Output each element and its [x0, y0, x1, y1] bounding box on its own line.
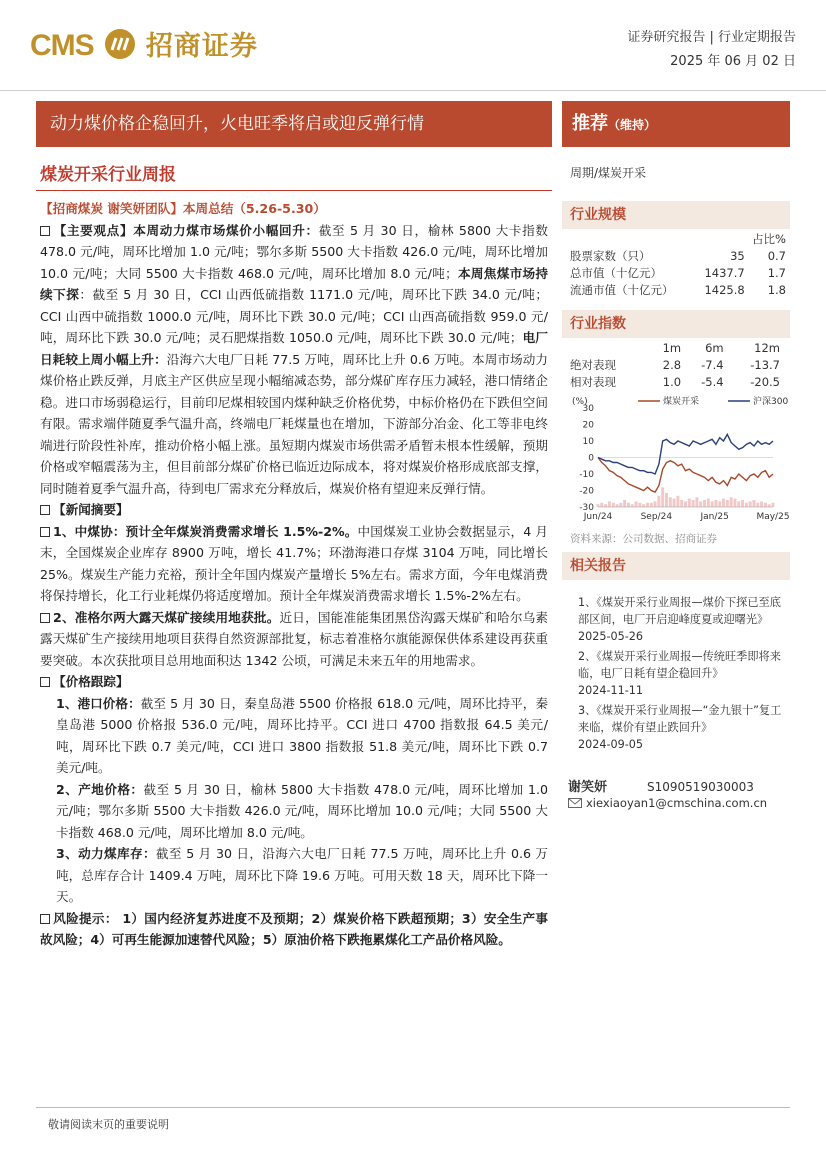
- chart-area-bar: [650, 503, 653, 507]
- chart-ytick-label: -20: [579, 486, 594, 497]
- news-head-text: 【新闻摘要】: [53, 502, 129, 517]
- scale-table: [570, 230, 786, 298]
- analyst-id: S1090519030003: [647, 780, 754, 794]
- chart-area-bar: [699, 501, 702, 507]
- chart-area-bar: [608, 501, 611, 507]
- perf-value: -13.7: [750, 357, 780, 372]
- chart-area-bar: [768, 504, 771, 507]
- chart-ytick-label: 0: [588, 453, 594, 464]
- logo-emblem-icon: [103, 27, 137, 61]
- chart-ylabel: (%): [572, 397, 588, 407]
- scale-row-label: 股票家数（只）: [570, 248, 651, 263]
- scale-row-pct: 1.7: [767, 265, 786, 280]
- chart-ytick-label: 10: [582, 437, 594, 447]
- chart-area-bar: [752, 500, 755, 507]
- chart-area-bar: [616, 504, 619, 507]
- perf-row-label: 相对表现: [570, 374, 616, 389]
- checkbox-bullet-icon: [40, 505, 50, 515]
- checkbox-bullet-icon: [40, 527, 50, 537]
- checkbox-bullet-icon: [40, 613, 50, 623]
- chart-area-bar: [638, 503, 641, 507]
- report-category: 证券研究报告 | 行业定期报告: [627, 30, 796, 45]
- chart-ytick-label: -30: [579, 503, 594, 513]
- analyst-email[interactable]: xiexiaoyan1@cmschina.com.cn: [586, 796, 768, 810]
- news-section-heading: [40, 499, 548, 521]
- chart-area-bar: [612, 503, 615, 507]
- summary-body: [40, 198, 548, 951]
- chart-area-bar: [714, 500, 717, 507]
- chart-legend-label: 沪深300: [753, 397, 789, 407]
- related-item-date: 2024-09-05: [578, 738, 644, 751]
- related-item-title[interactable]: 1、《煤炭开采行业周报—煤价下探已至底部区间，电厂开启迎峰度夏或迎曙光》: [578, 596, 781, 626]
- perf-value: -7.4: [701, 357, 724, 372]
- news-item-1: [40, 521, 548, 607]
- related-item-date: 2024-11-11: [578, 684, 644, 697]
- chart-ytick-label: 30: [582, 404, 594, 414]
- analyst-info: [568, 776, 754, 795]
- price-item-1: [40, 693, 548, 779]
- chart-area-bar: [703, 500, 706, 507]
- news-1-text: 中国煤炭工业协会数据显示，4 月末，全国煤炭企业库存 8900 万吨，增长 41.7%；环渤海港口存煤 3104 万吨，同比增长 25%。煤炭生产能力充裕，预计全年国内煤炭产量增长 5%左右。需求方面，今年电煤消费将保持增长，化工行业耗煤仍将适度增加。预计全年煤炭消费需求增长 1.5%-2%左右。: [40, 523, 548, 603]
- index-chart-svg: [568, 394, 790, 532]
- chart-area-bar: [669, 497, 672, 507]
- industry-label: 周期/煤炭开采: [570, 166, 647, 180]
- scale-row-label: 总市值（十亿元）: [570, 265, 662, 280]
- chart-area-bar: [726, 500, 729, 507]
- chart-series-line: [598, 434, 773, 474]
- price-3-text: 截至 5 月 30 日，沿海六大电厂日耗 77.5 万吨，周环比上升 0.6 万吨，总库存合计 1409.4 万吨，周环比下降 19.6 万吨。可用天数 18 天，周环比下降一天。: [56, 846, 548, 904]
- footer-note: 敬请阅读末页的重要说明: [48, 1118, 169, 1131]
- chart-xtick-label: Jun/24: [583, 512, 613, 522]
- chart-area-bar: [749, 501, 752, 507]
- chart-area-bar: [654, 501, 657, 507]
- chart-area-bar: [760, 501, 763, 507]
- scale-row-label: 流通市值（十亿元）: [570, 282, 674, 297]
- main-view-paragraph: [40, 220, 548, 500]
- chart-area-bar: [665, 493, 668, 507]
- perf-row-label: 绝对表现: [570, 357, 616, 372]
- chart-area-bar: [741, 500, 744, 507]
- chart-area-bar: [623, 500, 626, 507]
- rating-note: （维持）: [608, 118, 657, 132]
- chart-ytick-label: 20: [582, 420, 594, 431]
- perf-heading: 行业指数: [562, 310, 790, 338]
- volume-area: [597, 487, 775, 507]
- chart-area-bar: [745, 503, 748, 507]
- main-view-head: 【主要观点】本周动力煤市场煤价小幅回升：: [53, 222, 319, 238]
- scale-row-value: 1425.8: [704, 282, 745, 297]
- company-logo: [30, 24, 290, 68]
- rating-label: 推荐: [572, 113, 608, 134]
- footer-divider: [36, 1107, 790, 1108]
- logo-cms-text: CMS: [30, 29, 94, 62]
- perf-header-row: [570, 339, 780, 356]
- chart-area-bar: [597, 504, 600, 507]
- analyst-name: 谢笑妍: [568, 780, 608, 795]
- risk-paragraph: [40, 908, 548, 951]
- chart-area-bar: [695, 497, 698, 507]
- price-item-3: [40, 843, 548, 908]
- checkbox-bullet-icon: [40, 914, 50, 924]
- related-item[interactable]: [578, 594, 784, 645]
- chart-xtick-label: Jan/25: [700, 512, 729, 522]
- chart-area-bar: [733, 499, 736, 507]
- price-1-head: 1、港口价格：: [56, 695, 141, 711]
- chart-area-bar: [737, 501, 740, 507]
- scale-header-row: [570, 230, 786, 247]
- email-icon: [568, 798, 582, 808]
- coking-coal-head: 本周焦煤市场持续下探: [40, 265, 548, 302]
- related-heading: 相关报告: [562, 552, 790, 580]
- chart-area-bar: [676, 496, 679, 507]
- scale-row-pct: 0.7: [767, 248, 786, 263]
- chart-area-bar: [627, 503, 630, 507]
- chart-area-bar: [680, 500, 683, 507]
- chart-area-bar: [722, 499, 725, 507]
- chart-area-bar: [635, 501, 638, 507]
- chart-area-bar: [688, 499, 691, 507]
- price-head-text: 【价格跟踪】: [53, 674, 129, 689]
- header-divider: [0, 90, 826, 91]
- chart-area-bar: [642, 504, 645, 507]
- chart-area-bar: [772, 503, 775, 507]
- perf-col-header: 1m: [662, 340, 682, 355]
- chart-ytick-label: -10: [579, 470, 594, 480]
- risk-text: 风险提示： 1）国内经济复苏进度不及预期；2）煤炭价格下跌超预期；3）安全生产事故风险；4）可再生能源加速替代风险；5）原油价格下跌拖累煤化工产品价格风险。: [40, 910, 548, 947]
- chart-xtick-label: Sep/24: [640, 512, 673, 522]
- chart-area-bar: [631, 504, 634, 507]
- logo-cn-text: 招商证券: [145, 31, 258, 62]
- checkbox-bullet-icon: [40, 226, 50, 236]
- related-item-title[interactable]: 3、《煤炭开采行业周报—“金九银十”复工来临，煤价有望止跌回升》: [578, 704, 782, 734]
- main-view-text-3: 沿海六大电厂日耗 77.5 万吨，周环比上升 0.6 万吨。本周市场动力煤价格止跌反弹，月底主产区供应呈现小幅缩减态势，部分煤矿库存压力减轻，港口情绪企稳。进口市场弱稳运行，目前印尼煤相较国内煤种缺乏价格优势，中标价格仍在下跌但空间有限。需求端伴随夏季气温升高，终端电厂耗煤量也在增加，下游部分冶金、化工等非电终端进行阶段性补库，推动价格小幅上涨。虽短期内煤炭市场供需矛盾暂未根本性缓解，预期价格或窄幅震荡为主，但目前部分煤矿价格已临近边际成本，将对煤炭价格形成底部支撑，同时随着夏季气温升高，待到电厂需求充分释放后，煤炭价格有望迎来反弹行情。: [40, 351, 548, 496]
- perf-col-header: 6m: [705, 340, 724, 355]
- chart-area-bar: [661, 487, 664, 507]
- chart-area-bar: [657, 496, 660, 507]
- chart-area-bar: [619, 503, 622, 507]
- chart-area-bar: [730, 497, 733, 507]
- scale-col-header: 占比%: [752, 231, 786, 246]
- main-view-text-1: 截至 5 月 30 日，榆林 5800 大卡指数 478.0 元/吨，周环比增加 1.0 元/吨；鄂尔多斯 5500 大卡指数 426.0 元/吨，周环比增加 10.0 元/吨；大同 5500 大卡指数 468.0 元/吨，周环比增加 8.0 元/吨；: [40, 222, 549, 281]
- news-1-head: 1、中煤协：预计全年煤炭消费需求增长 1.5%-2%。: [53, 523, 358, 539]
- perf-value: 2.8: [662, 357, 682, 372]
- chart-legend: [638, 395, 788, 407]
- chart-area-bar: [711, 501, 714, 507]
- table-row: [570, 373, 780, 390]
- scale-row-value: 1437.7: [704, 265, 745, 280]
- report-title: 动力煤价格企稳回升，火电旺季将启或迎反弹行情: [36, 101, 552, 147]
- related-item-title[interactable]: 2、《煤炭开采行业周报—传统旺季即将来临，电厂日耗有望企稳回升》: [578, 650, 781, 680]
- report-type: 煤炭开采行业周报: [40, 165, 176, 185]
- chart-area-bar: [692, 500, 695, 507]
- perf-value: 1.0: [662, 374, 682, 389]
- table-row: [570, 247, 786, 264]
- related-item[interactable]: [578, 702, 784, 753]
- chart-lines: [598, 434, 773, 492]
- price-section-heading: [40, 671, 548, 693]
- chart-area-bar: [604, 504, 607, 507]
- news-2-text: 近日，国能准能集团黑岱沟露天煤矿和哈尔乌素露天煤矿生产接续用地项目获得自然资源部批复，标志着准格尔旗能源保供体系建设再获重要突破。本次获批项目总用地面积达 1342 公顷，可满足未来五年的用地需求。: [40, 609, 549, 668]
- price-item-2: [40, 779, 548, 844]
- table-row: [570, 264, 786, 281]
- chart-area-bar: [764, 503, 767, 507]
- chart-series-line: [598, 458, 773, 493]
- title-divider: [36, 190, 552, 191]
- power-plant-head: 电厂日耗较上周小幅上升：: [40, 330, 548, 367]
- chart-area-bar: [673, 499, 676, 507]
- chart-area-bar: [646, 503, 649, 507]
- rating-box: [562, 101, 790, 147]
- perf-value: -5.4: [701, 374, 724, 389]
- chart-area-bar: [718, 501, 721, 507]
- chart-legend-label: 煤炭开采: [663, 397, 700, 407]
- chart-area-bar: [600, 503, 603, 507]
- price-1-text: 截至 5 月 30 日，秦皇岛港 5500 价格报 618.0 元/吨，周环比持平，秦皇岛港 5000 价格报 536.0 元/吨，周环比持平。CCI 进口 4700 指数报 64.5 美元/吨，周环比下跌 0.7 美元/吨，CCI 进口 3800 指数报 51.8 美元/吨，周环比下跌 0.7 美元/吨。: [56, 695, 548, 775]
- related-item[interactable]: [578, 648, 784, 699]
- news-item-2: [40, 607, 548, 672]
- scale-row-pct: 1.8: [767, 282, 786, 297]
- price-2-text: 截至 5 月 30 日，榆林 5800 大卡指数 478.0 元/吨，周环比增加 1.0 元/吨；鄂尔多斯 5500 大卡指数 426.0 元/吨，周环比增加 10.0 元/吨；大同 5500 大卡指数 468.0 元/吨，周环比增加 8.0 元/吨。: [56, 781, 548, 840]
- perf-value: -20.5: [750, 374, 780, 389]
- related-item-date: 2025-05-26: [578, 630, 644, 643]
- checkbox-bullet-icon: [40, 677, 50, 687]
- table-row: [570, 281, 786, 298]
- price-3-head: 3、动力煤库存：: [56, 846, 156, 861]
- analyst-email-row: [568, 796, 767, 810]
- scale-heading: 行业规模: [562, 201, 790, 229]
- chart-source: 资料来源：公司数据、招商证券: [570, 533, 717, 545]
- team-heading: 【招商煤炭 谢笑妍团队】本周总结（5.26-5.30）: [40, 201, 326, 216]
- price-2-head: 2、产地价格：: [56, 781, 144, 797]
- chart-area-bar: [707, 499, 710, 507]
- chart-xtick-label: May/25: [756, 512, 790, 522]
- news-2-head: 2、准格尔两大露天煤矿接续用地获批。: [53, 609, 280, 625]
- perf-col-header: 12m: [754, 340, 780, 355]
- index-chart: [568, 394, 790, 544]
- scale-row-value: 35: [730, 248, 745, 263]
- main-view-text-2: ：截至 5 月 30 日，CCI 山西低硫指数 1171.0 元/吨，周环比下跌 34.0 元/吨；CCI 山西中硫指数 1000.0 元/吨，周环比下跌 30.0 元/吨；CCI 山西高硫指数 959.0 元/吨，周环比下跌 30.0 元/吨；灵石肥煤指数 1050.0 元/吨，周环比下跌 30.0 元/吨；: [40, 287, 549, 345]
- chart-area-bar: [684, 501, 687, 507]
- table-row: [570, 356, 780, 373]
- chart-area-bar: [756, 503, 759, 507]
- report-date: 2025 年 06 月 02 日: [670, 54, 796, 69]
- perf-table: [570, 339, 780, 390]
